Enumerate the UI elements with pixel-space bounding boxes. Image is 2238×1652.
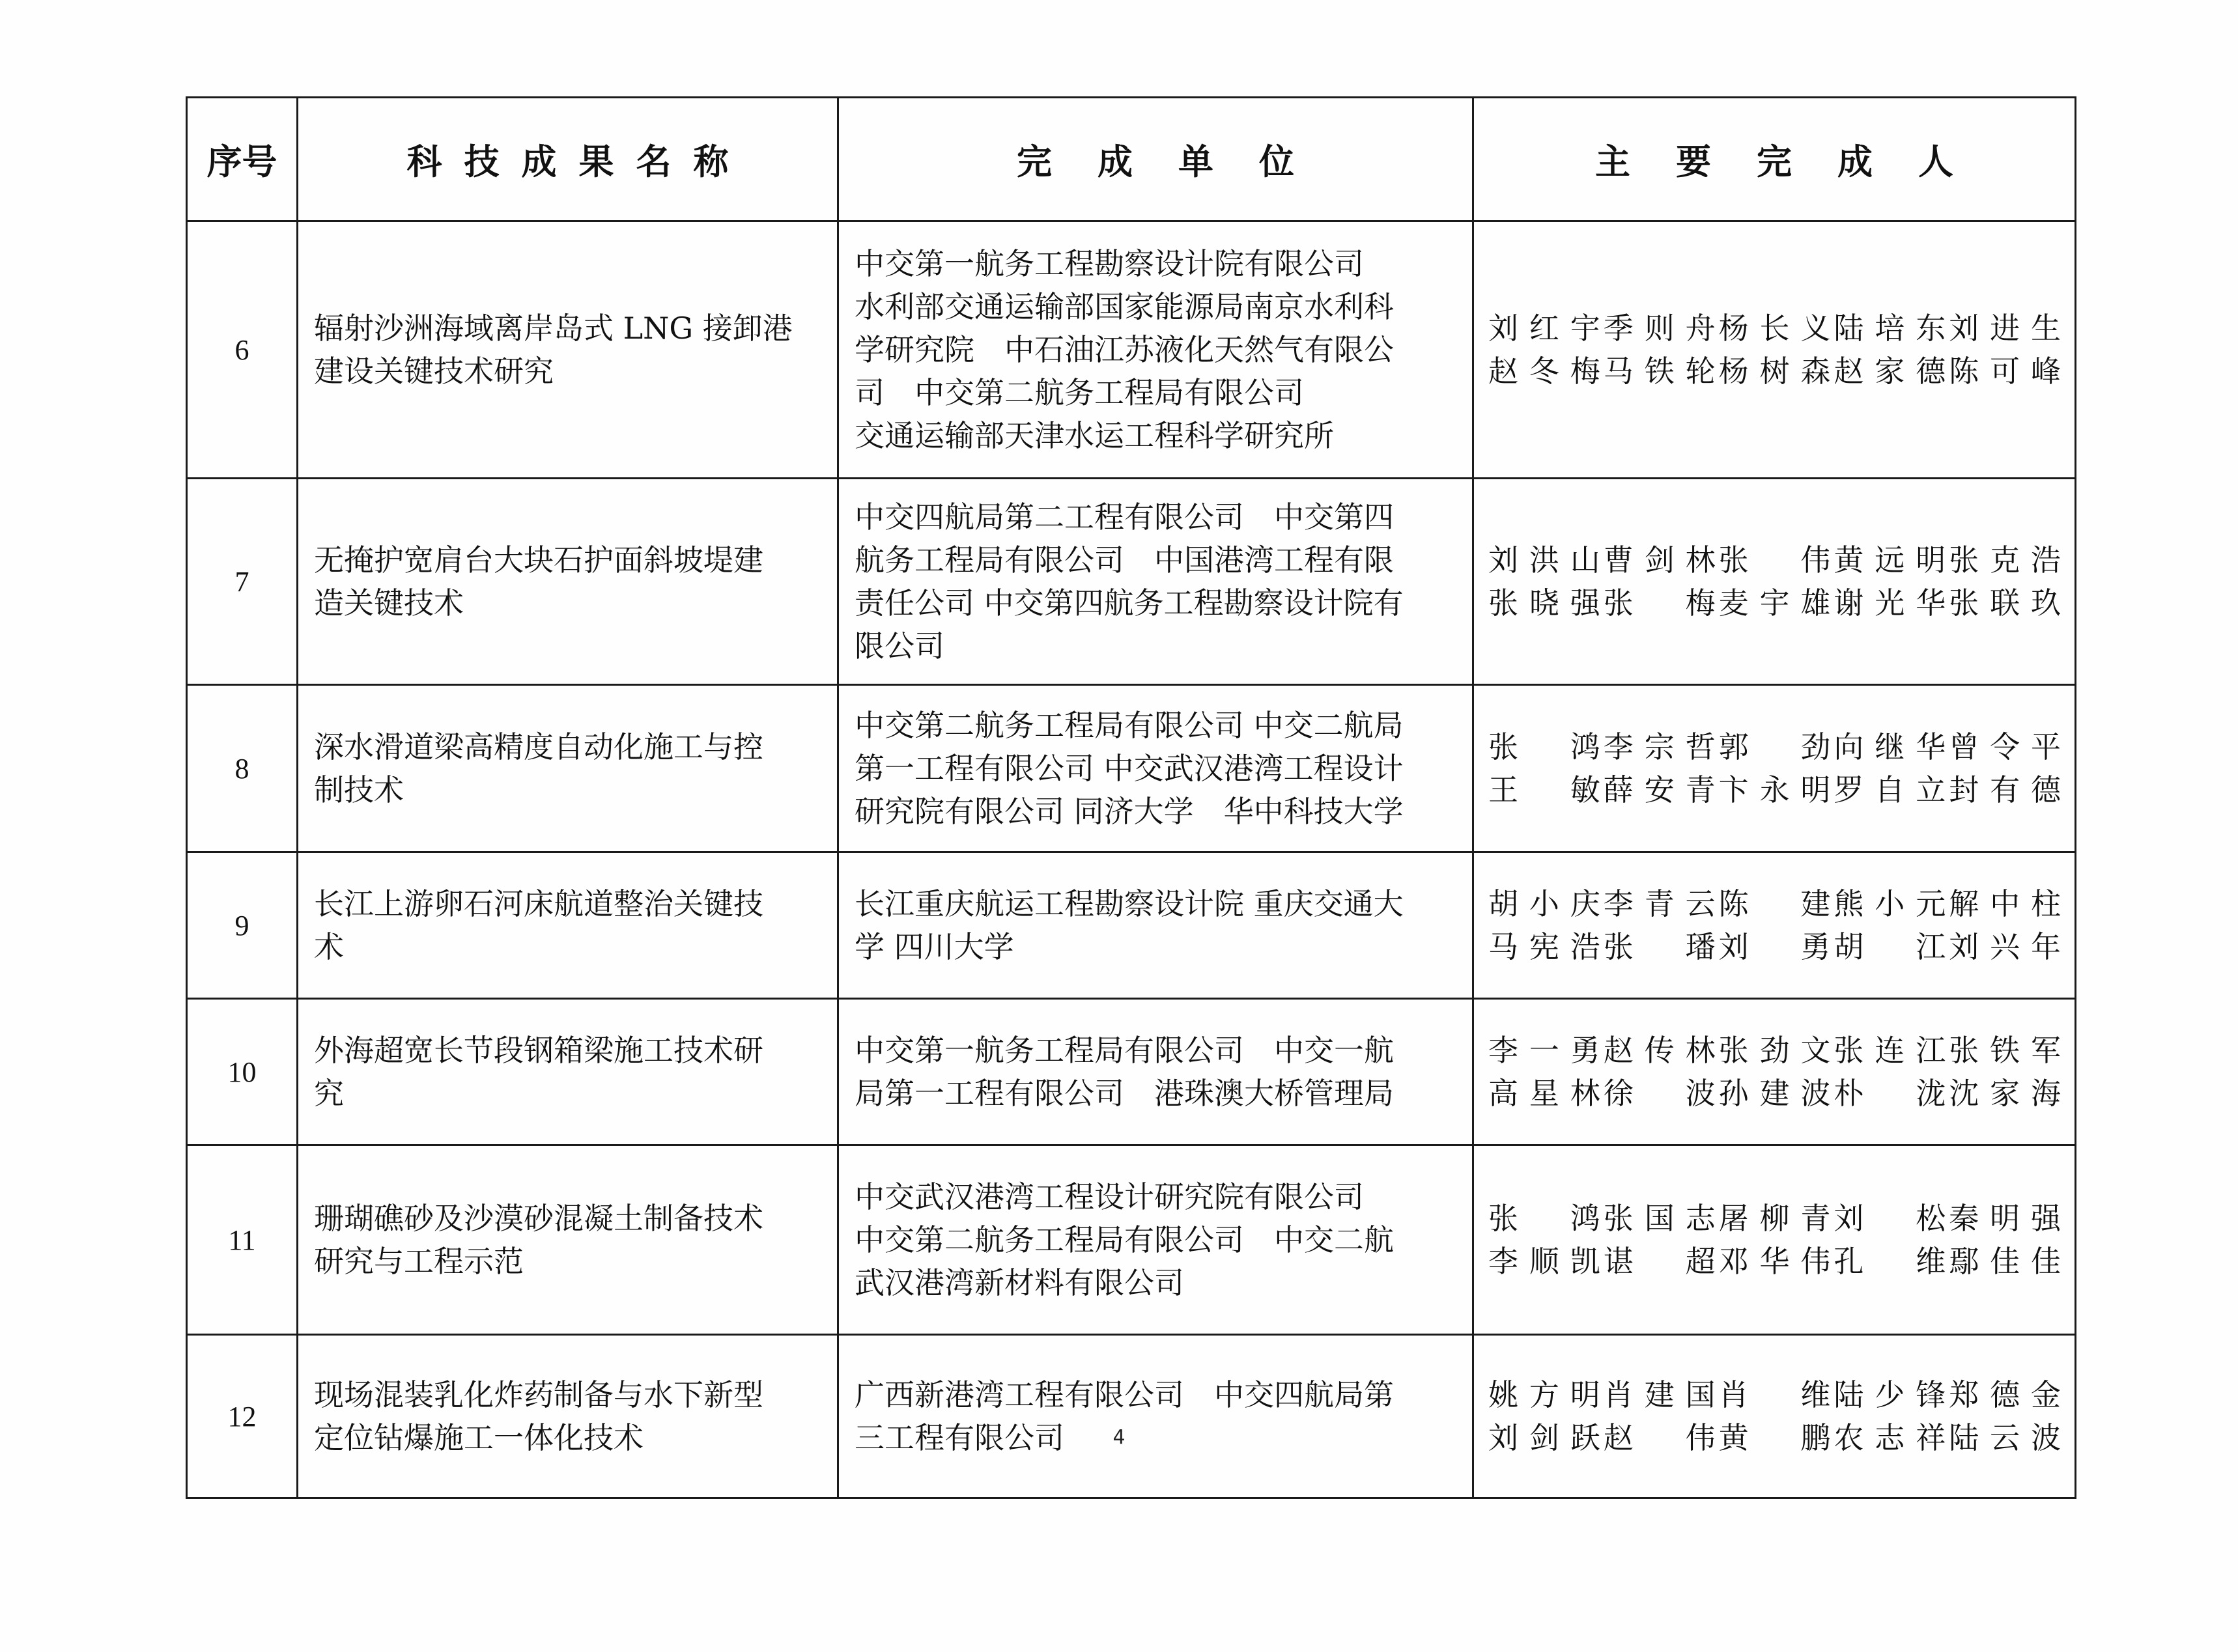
- contributors-line: [1488, 882, 2064, 925]
- achievement-name-cell: [298, 999, 838, 1145]
- achievement-name-line: 辐射沙洲海域离岸岛式 LNG 接卸港: [314, 311, 793, 346]
- contributor-name: 曾令平: [1949, 729, 2061, 764]
- achievement-name-line: 建设关键技术研究: [314, 354, 554, 389]
- main-contributors-cell: [1473, 1335, 2076, 1498]
- contributors-line: [1488, 725, 2064, 768]
- achievement-name-cell: [298, 852, 838, 999]
- completing-unit-line: 中交四航局第二工程有限公司 中交第四: [855, 499, 1394, 535]
- achievement-name-cell: [298, 1335, 838, 1498]
- completing-unit-line: 学 四川大学: [855, 929, 1014, 964]
- contributor-name: 熊小元: [1834, 886, 1946, 921]
- contributors-line: [1488, 539, 2064, 581]
- contributor-name: 胡 江: [1834, 929, 1946, 964]
- main-contributors-cell: [1473, 1145, 2076, 1335]
- contributor-name: 孔 维: [1834, 1244, 1946, 1279]
- table-header-row: [187, 98, 2076, 221]
- contributor-name: 张国志: [1603, 1201, 1716, 1236]
- contributor-name: 卞永明: [1718, 772, 1831, 807]
- contributor-name: 刘兴年: [1949, 929, 2061, 964]
- serial-number-cell: 11: [187, 1145, 298, 1335]
- contributor-name: 马宪浩: [1488, 929, 1600, 964]
- completing-unit-line: 长江重庆航运工程勘察设计院 重庆交通大: [855, 886, 1404, 921]
- table-row: [187, 1145, 2076, 1335]
- completing-unit-cell: [838, 1335, 1473, 1498]
- contributor-name: 季则舟: [1603, 311, 1716, 346]
- contributor-name: 赵传林: [1603, 1033, 1716, 1068]
- main-contributors-cell: [1473, 479, 2076, 685]
- completing-unit-line: 限公司: [855, 628, 944, 664]
- contributor-name: 屠柳青: [1718, 1201, 1831, 1236]
- contributor-name: 刘洪山: [1488, 542, 1600, 578]
- serial-number-cell: 8: [187, 685, 298, 852]
- contributors-line: [1488, 1029, 2064, 1072]
- completing-unit-cell: [838, 1145, 1473, 1335]
- completing-unit-line: 责任公司 中交第四航务工程勘察设计院有: [855, 585, 1404, 621]
- contributor-name: 李宗哲: [1603, 729, 1716, 764]
- contributor-name: 刘红宇: [1488, 311, 1600, 346]
- contributor-name: 杨长义: [1718, 311, 1831, 346]
- header-achievement-name: 科技成果名称: [298, 98, 838, 221]
- completing-unit-line: 三工程有限公司: [855, 1420, 1064, 1455]
- contributor-name: 张铁军: [1949, 1033, 2061, 1068]
- table-row: [187, 685, 2076, 852]
- contributor-name: 邓华伟: [1718, 1244, 1831, 1279]
- contributors-line: [1488, 1240, 2064, 1283]
- achievement-name-cell: [298, 1145, 838, 1335]
- contributor-name: 张 鸿: [1488, 729, 1600, 764]
- achievement-name-cell: [298, 685, 838, 852]
- header-main-contributors: 主要完成人: [1473, 98, 2076, 221]
- contributor-name: 肖 维: [1718, 1377, 1831, 1412]
- serial-number-cell: 10: [187, 999, 298, 1145]
- header-serial-number: 序号: [187, 98, 298, 221]
- completing-unit-line: 局第一工程有限公司 港珠澳大桥管理局: [855, 1076, 1394, 1111]
- contributor-name: 赵 伟: [1603, 1420, 1716, 1455]
- page-number: 4: [1112, 1426, 1126, 1449]
- completing-unit-cell: [838, 999, 1473, 1145]
- contributor-name: 张劲文: [1718, 1033, 1831, 1068]
- completing-unit-cell: [838, 479, 1473, 685]
- contributor-name: 张 鸿: [1488, 1201, 1600, 1236]
- completing-unit-line: 中交第二航务工程局有限公司 中交二航局: [855, 708, 1404, 743]
- completing-unit-cell: [838, 685, 1473, 852]
- serial-number-cell: 12: [187, 1335, 298, 1498]
- achievement-name-line: 现场混装乳化炸药制备与水下新型: [314, 1377, 763, 1412]
- completing-unit-line: 航务工程局有限公司 中国港湾工程有限: [855, 542, 1394, 578]
- contributor-name: 刘 松: [1834, 1201, 1946, 1236]
- main-contributors-cell: [1473, 685, 2076, 852]
- contributor-name: 张联玖: [1949, 585, 2061, 621]
- contributors-line: [1488, 1197, 2064, 1240]
- table-row: [187, 479, 2076, 685]
- completing-unit-cell: [838, 221, 1473, 479]
- contributor-name: 曹剑林: [1603, 542, 1716, 578]
- completing-unit-line: 学研究院 中石油江苏液化天然气有限公: [855, 332, 1394, 367]
- serial-number-cell: 6: [187, 221, 298, 479]
- contributor-name: 沈家海: [1949, 1076, 2061, 1111]
- main-contributors-cell: [1473, 999, 2076, 1145]
- contributor-name: 解中柱: [1949, 886, 2061, 921]
- contributor-name: 刘剑跃: [1488, 1420, 1600, 1455]
- main-contributors-cell: [1473, 221, 2076, 479]
- contributor-name: 刘 勇: [1718, 929, 1831, 964]
- achievement-name-line: 珊瑚礁砂及沙漠砂混凝土制备技术: [314, 1201, 763, 1236]
- contributor-name: 张 璠: [1603, 929, 1716, 964]
- completing-unit-cell: [838, 852, 1473, 999]
- contributor-name: 向继华: [1834, 729, 1946, 764]
- completing-unit-line: 研究院有限公司 同济大学 华中科技大学: [855, 794, 1404, 829]
- achievement-name-line: 定位钻爆施工一体化技术: [314, 1420, 644, 1455]
- table-row: [187, 221, 2076, 479]
- header-completing-unit: 完成单位: [838, 98, 1473, 221]
- completing-unit-line: 中交第二航务工程局有限公司 中交二航: [855, 1222, 1394, 1257]
- contributor-name: 陈可峰: [1949, 354, 2061, 389]
- serial-number-cell: 7: [187, 479, 298, 685]
- contributor-name: 李顺凯: [1488, 1244, 1600, 1279]
- contributor-name: 麦宇雄: [1718, 585, 1831, 621]
- contributor-name: 赵家德: [1834, 354, 1946, 389]
- completing-unit-line: 广西新港湾工程有限公司 中交四航局第: [855, 1377, 1394, 1412]
- contributor-name: 马铁轮: [1603, 354, 1716, 389]
- achievement-name-line: 深水滑道梁高精度自动化施工与控: [314, 729, 763, 764]
- serial-number-cell: 9: [187, 852, 298, 999]
- completing-unit-line: 中交第一航务工程勘察设计院有限公司: [855, 246, 1364, 281]
- contributor-name: 孙建波: [1718, 1076, 1831, 1111]
- contributor-name: 黄 鹏: [1718, 1420, 1831, 1455]
- contributors-line: [1488, 307, 2064, 350]
- contributors-line: [1488, 1373, 2064, 1416]
- awards-table: [186, 96, 2076, 1499]
- contributor-name: 郭 劲: [1718, 729, 1831, 764]
- contributor-name: 陆培东: [1834, 311, 1946, 346]
- completing-unit-line: 中交武汉港湾工程设计研究院有限公司: [855, 1179, 1364, 1214]
- contributor-name: 郑德金: [1949, 1377, 2061, 1412]
- contributor-name: 张连江: [1834, 1033, 1946, 1068]
- contributor-name: 张晓强: [1488, 585, 1600, 621]
- contributor-name: 农志祥: [1834, 1420, 1946, 1455]
- contributor-name: 罗自立: [1834, 772, 1946, 807]
- contributor-name: 李一勇: [1488, 1033, 1600, 1068]
- completing-unit-line: 交通运输部天津水运工程科学研究所: [855, 418, 1334, 453]
- contributor-name: 鄢佳佳: [1949, 1244, 2061, 1279]
- contributor-name: 王 敏: [1488, 772, 1600, 807]
- contributor-name: 高星林: [1488, 1076, 1600, 1111]
- contributor-name: 封有德: [1949, 772, 2061, 807]
- contributor-name: 张克浩: [1949, 542, 2061, 578]
- achievement-name-line: 研究与工程示范: [314, 1244, 524, 1279]
- contributor-name: 肖建国: [1603, 1377, 1716, 1412]
- completing-unit-line: 第一工程有限公司 中交武汉港湾工程设计: [855, 751, 1404, 786]
- contributor-name: 张 伟: [1718, 542, 1831, 578]
- table-row: [187, 1335, 2076, 1498]
- achievement-name-line: 制技术: [314, 772, 404, 807]
- contributor-name: 徐 波: [1603, 1076, 1716, 1111]
- table-row: [187, 852, 2076, 999]
- contributor-name: 薛安青: [1603, 772, 1716, 807]
- contributor-name: 张 梅: [1603, 585, 1716, 621]
- achievement-name-cell: [298, 221, 838, 479]
- achievement-name-line: 无掩护宽肩台大块石护面斜坡堤建: [314, 542, 763, 578]
- achievement-name-cell: [298, 479, 838, 685]
- contributor-name: 朴 泷: [1834, 1076, 1946, 1111]
- achievement-name-line: 造关键技术: [314, 585, 464, 621]
- contributor-name: 杨树森: [1718, 354, 1831, 389]
- contributor-name: 陈 建: [1718, 886, 1831, 921]
- completing-unit-line: 中交第一航务工程局有限公司 中交一航: [855, 1033, 1394, 1068]
- contributor-name: 陆少锋: [1834, 1377, 1946, 1412]
- completing-unit-line: 水利部交通运输部国家能源局南京水利科: [855, 289, 1394, 324]
- contributor-name: 李青云: [1603, 886, 1716, 921]
- contributor-name: 陆云波: [1949, 1420, 2061, 1455]
- contributors-line: [1488, 768, 2064, 811]
- table-row: [187, 999, 2076, 1145]
- contributor-name: 刘进生: [1949, 311, 2061, 346]
- contributor-name: 黄远明: [1834, 542, 1946, 578]
- contributor-name: 谢光华: [1834, 585, 1946, 621]
- main-contributors-cell: [1473, 852, 2076, 999]
- contributor-name: 秦明强: [1949, 1201, 2061, 1236]
- achievement-name-line: 长江上游卵石河床航道整治关键技: [314, 886, 763, 921]
- completing-unit-line: 司 中交第二航务工程局有限公司: [855, 375, 1304, 410]
- contributors-line: [1488, 350, 2064, 393]
- contributors-line: [1488, 925, 2064, 968]
- contributors-line: [1488, 581, 2064, 624]
- achievement-name-line: 术: [314, 929, 344, 964]
- contributors-line: [1488, 1072, 2064, 1115]
- achievement-name-line: 究: [314, 1076, 344, 1111]
- contributor-name: 胡小庆: [1488, 886, 1600, 921]
- completing-unit-line: 武汉港湾新材料有限公司: [855, 1265, 1184, 1300]
- contributor-name: 赵冬梅: [1488, 354, 1600, 389]
- contributor-name: 谌 超: [1603, 1244, 1716, 1279]
- contributor-name: 姚方明: [1488, 1377, 1600, 1412]
- achievement-name-line: 外海超宽长节段钢箱梁施工技术研: [314, 1033, 763, 1068]
